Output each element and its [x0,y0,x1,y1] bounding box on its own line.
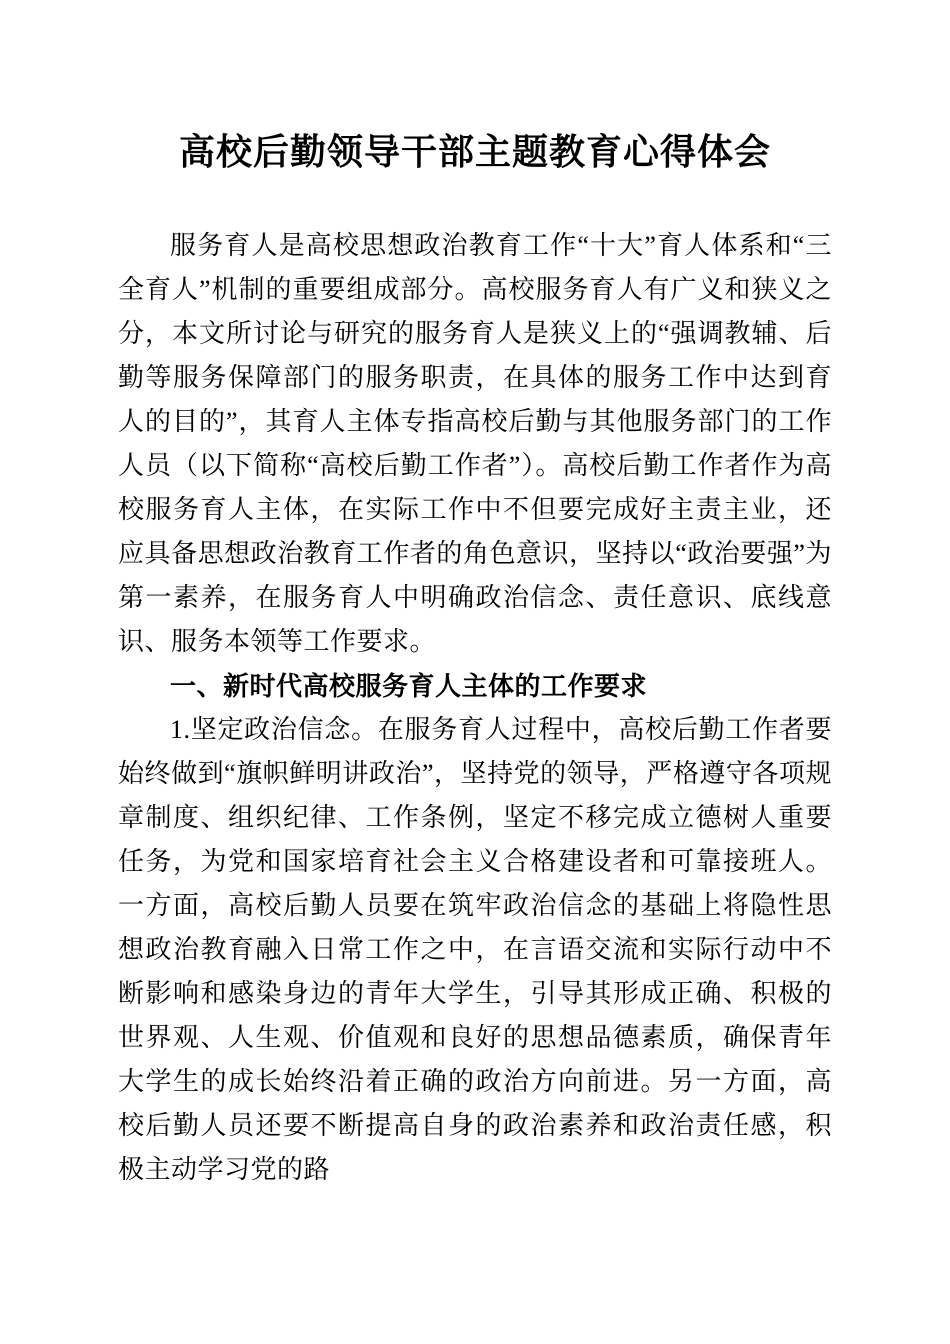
document-title: 高校后勤领导干部主题教育心得体会 [178,132,771,172]
section-heading-1: 一、新时代高校服务育人主体的工作要求 [170,671,648,701]
paragraph-intro: 服务育人是高校思想政治教育工作“十大”育人体系和“三全育人”机制的重要组成部分。高校服务育人有广义和狭义之分，本文所讨论与研究的服务育人是狭义上的“强调教辅、后勤等服务保障部门的服务职责，在具体的服务工作中达到育人的目的”，其育人主体专指高校后勤与其他服务部门的工作人员（以下简称“高校后勤工作者”）。高校后勤工作者作为高校服务育人主体，在实际工作中不但要完成好主责主业，还应具备思想政治教育工作者的角色意识，坚持以“政治要强”为第一素养，在服务育人中明确政治信念、责任意识、底线意识、服务本领等工作要求。 [118,231,832,656]
paragraph-section-1: 1.坚定政治信念。在服务育人过程中，高校后勤工作者要始终做到“旗帜鲜明讲政治”，坚持党的领导，严格遵守各项规章制度、组织纪律、工作条例，坚定不移完成立德树人重要任务，为党和国家培育社会主义合格建设者和可靠接班人。一方面，高校后勤人员要在筑牢政治信念的基础上将隐性思想政治教育融入日常工作之中，在言语交流和实际行动中不断影响和感染身边的青年大学生，引导其形成正确、积极的世界观、人生观、价值观和良好的思想品德素质，确保青年大学生的成长始终沿着正确的政治方向前进。另一方面，高校后勤人员还要不断提高自身的政治素养和政治责任感，积极主动学习党的路 [118,715,832,1184]
